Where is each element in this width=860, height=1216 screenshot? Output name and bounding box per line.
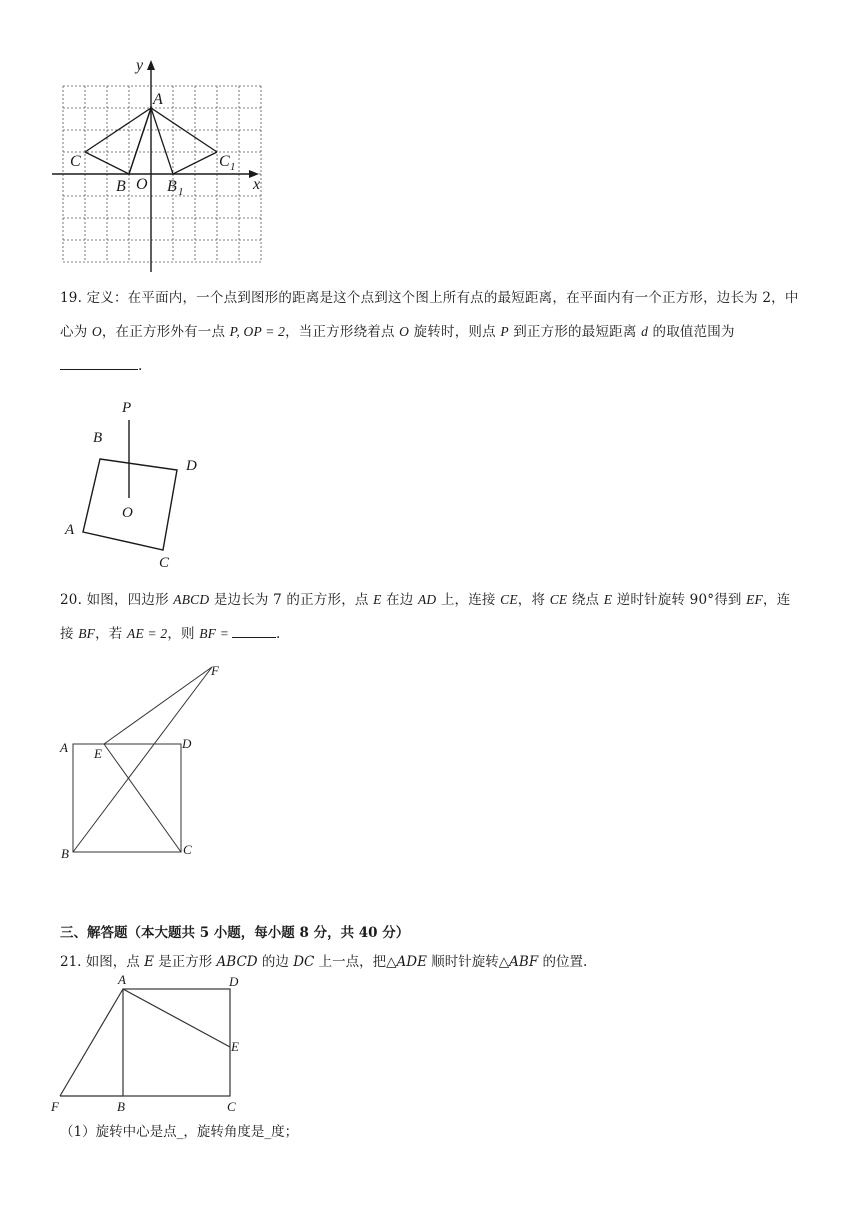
question-20: 20. 如图，四边形 ABCD 是边长为 7 的正方形，点 E 在边 AD 上，连接 CE，将 CE 绕点 E 逆时针旋转 90°得到 EF，连接 BF，若 AE = 2，则 BF = .	[60, 592, 791, 642]
figure-19-rotated-square	[55, 390, 215, 575]
question-19: 19. 定义：在平面内，一个点到图形的距离是这个点到这个图上所有点的最短距离，在平面内有一个正方形，边长为 2，中心为 O，在正方形外有一点 P, OP = 2，当正方形绕着点 O 旋转时，则点 P 到正方形的最短距离 d 的取值范围为.	[60, 290, 799, 374]
label-C: C	[227, 1099, 236, 1114]
label-C: C	[183, 842, 192, 857]
label-B: B	[61, 846, 69, 861]
square-ABCD	[123, 989, 230, 1096]
label-C1-sub: 1	[230, 161, 236, 173]
segment-AF	[60, 989, 123, 1096]
label-F: F	[51, 1099, 59, 1114]
label-F: F	[211, 663, 219, 678]
label-B: B	[93, 430, 103, 446]
figure-21-rotation	[45, 972, 255, 1117]
label-A: A	[118, 972, 126, 987]
section-3-title: 三、解答题（本大题共 5 小题，每小题 8 分，共 40 分）	[60, 925, 410, 941]
label-O: O	[122, 505, 133, 521]
square-ABCD	[73, 744, 181, 852]
label-D: D	[186, 458, 197, 474]
segment-AE	[123, 989, 230, 1047]
label-B: B	[116, 178, 126, 195]
q21-number: 21.	[60, 954, 82, 970]
label-C: C	[159, 555, 170, 571]
label-C: C	[70, 153, 81, 170]
label-D: D	[182, 736, 192, 751]
segment-EF	[104, 667, 212, 744]
label-y: y	[136, 57, 144, 74]
answer-blank-19[interactable]	[60, 355, 138, 370]
label-E: E	[94, 746, 102, 761]
label-A: A	[65, 522, 75, 538]
figure-20-square-rotation	[55, 660, 235, 865]
q19-expression: P, OP = 2	[229, 324, 286, 339]
triangle-AB1C1	[151, 108, 217, 174]
label-B: B	[117, 1099, 125, 1114]
y-axis-arrow-icon	[147, 60, 155, 70]
label-D: D	[229, 974, 239, 989]
answer-blank-20[interactable]	[232, 623, 276, 638]
question-21: 21. 如图，点 E 是正方形 ABCD 的边 DC 上一点，把△ADE 顺时针旋转△ABF 的位置.	[60, 954, 588, 970]
q20-number: 20.	[60, 592, 83, 608]
label-A: A	[153, 91, 163, 108]
label-O: O	[136, 176, 148, 193]
q19-number: 19.	[60, 290, 83, 306]
label-x: x	[253, 176, 261, 193]
label-A: A	[60, 740, 68, 755]
question-21-part-1: （1）旋转中心是点_，旋转角度是_度；	[60, 1124, 299, 1140]
label-E: E	[231, 1039, 239, 1054]
label-B1: B	[167, 178, 177, 195]
triangle-ABC	[85, 108, 151, 174]
label-P: P	[122, 400, 132, 416]
figure-18-coordinate-grid	[40, 50, 280, 280]
label-C1: C	[219, 153, 230, 170]
label-B1-sub: 1	[178, 186, 184, 198]
